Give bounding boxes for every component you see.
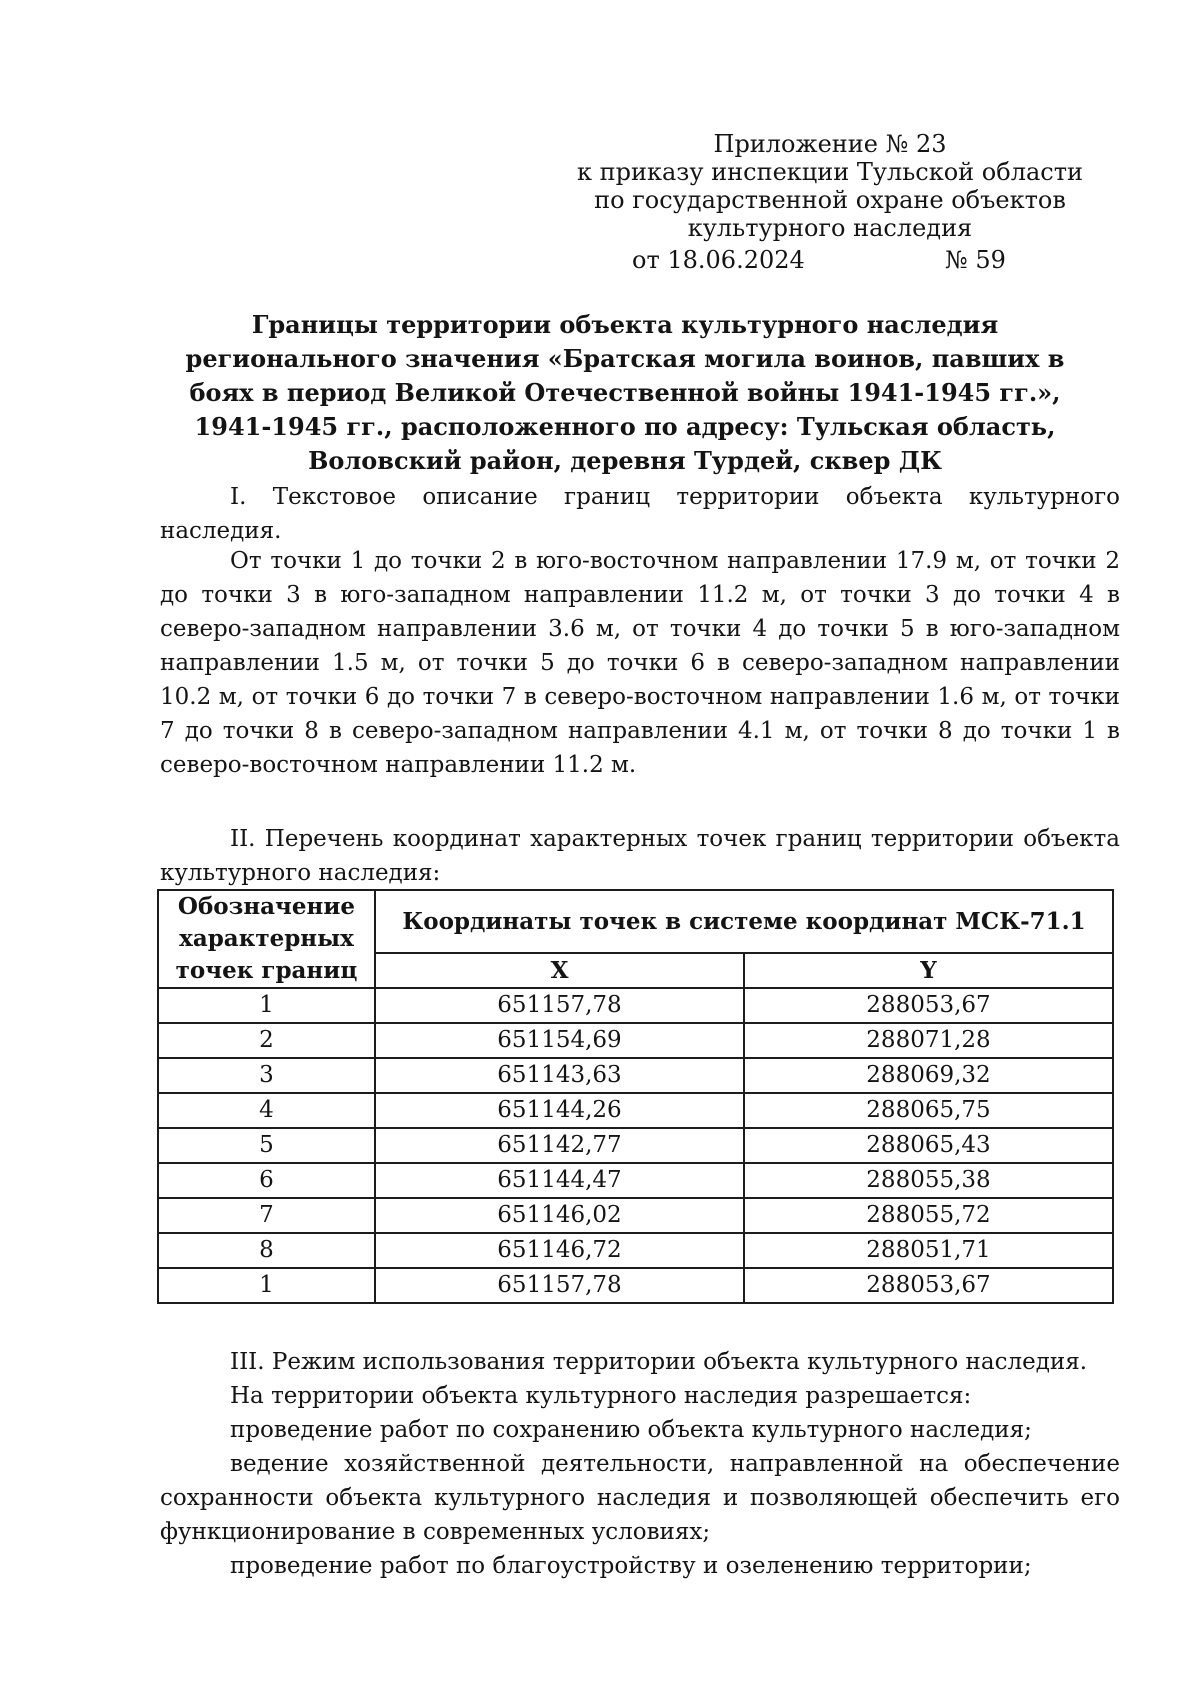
y-cell: 288055,38 <box>744 1163 1113 1198</box>
x-cell: 651143,63 <box>375 1058 744 1093</box>
coordinates-table <box>157 889 1114 1304</box>
appendix-line: культурного наследия <box>687 214 973 242</box>
appendix-line: по государственной охране объектов <box>594 186 1066 214</box>
table-row <box>158 1233 1113 1268</box>
point-cell: 1 <box>158 988 375 1023</box>
section-3-paragraph: ведение хозяйственной деятельности, направленной на обеспечение сохранности объекта культурного наследия и позволяющей обеспечить его функционирование в современных условиях; <box>160 1451 1120 1545</box>
y-cell: 288065,75 <box>744 1093 1113 1128</box>
point-cell: 6 <box>158 1163 375 1198</box>
y-cell: 288055,72 <box>744 1198 1113 1233</box>
x-cell: 651144,26 <box>375 1093 744 1128</box>
section-1-heading: I. Текстовое описание границ территории объекта культурного наследия. <box>160 484 1120 544</box>
table-row <box>158 1058 1113 1093</box>
table-row <box>158 988 1113 1023</box>
y-cell: 288053,67 <box>744 988 1113 1023</box>
appendix-line: к приказу инспекции Тульской области <box>577 158 1083 186</box>
point-cell: 3 <box>158 1058 375 1093</box>
table-row <box>158 1128 1113 1163</box>
point-cell: 8 <box>158 1233 375 1268</box>
x-cell: 651142,77 <box>375 1128 744 1163</box>
x-cell: 651157,78 <box>375 988 744 1023</box>
x-cell: 651146,72 <box>375 1233 744 1268</box>
document-title: Границы территории объекта культурного наследия регионального значения «Братская могила воинов, павших в боях в период Великой Отечественной войны 1941-1945 гг.», 1941-1945 гг., расположенного по адресу: Тульская область, Воловский район, деревня Турдей, сквер ДК <box>185 310 1065 475</box>
point-cell: 1 <box>158 1268 375 1303</box>
point-cell: 4 <box>158 1093 375 1128</box>
section-3-heading: III. Режим использования территории объекта культурного наследия. <box>230 1349 1088 1375</box>
y-cell: 288069,32 <box>744 1058 1113 1093</box>
boundary-description: От точки 1 до точки 2 в юго-восточном направлении 17.9 м, от точки 2 до точки 3 в юго-западном направлении 11.2 м, от точки 3 до точки 4 в северо-западном направлении 3.6 м, от точки 4 до точки 5 в юго-западном направлении 1.5 м, от точки 5 до точки 6 в северо-западном направлении 10.2 м, от точки 6 до точки 7 в северо-восточном направлении 1.6 м, от точки 7 до точки 8 в северо-западном направлении 4.1 м, от точки 8 до точки 1 в северо-восточном направлении 11.2 м. <box>160 548 1120 778</box>
order-number: № 59 <box>945 246 1006 274</box>
y-cell: 288065,43 <box>744 1128 1113 1163</box>
section-3-paragraph: На территории объекта культурного наследия разрешается: <box>230 1383 972 1409</box>
x-cell: 651144,47 <box>375 1163 744 1198</box>
y-column-header: Y <box>744 953 1113 988</box>
appendix-line: Приложение № 23 <box>713 130 947 158</box>
table-row <box>158 1163 1113 1198</box>
x-cell: 651154,69 <box>375 1023 744 1058</box>
order-date: от 18.06.2024 <box>632 246 805 274</box>
point-cell: 2 <box>158 1023 375 1058</box>
coords-system-header: Координаты точек в системе координат МСК-71.1 <box>375 890 1113 953</box>
x-column-header: X <box>375 953 744 988</box>
y-cell: 288051,71 <box>744 1233 1113 1268</box>
appendix-header <box>560 130 1100 242</box>
x-cell: 651157,78 <box>375 1268 744 1303</box>
section-3 <box>160 1345 1120 1583</box>
table-row <box>158 1268 1113 1303</box>
y-cell: 288071,28 <box>744 1023 1113 1058</box>
section-3-paragraph: проведение работ по сохранению объекта культурного наследия; <box>230 1417 1032 1443</box>
section-2-heading: II. Перечень координат характерных точек границ территории объекта культурного наследия: <box>160 826 1120 886</box>
section-3-paragraph: проведение работ по благоустройству и озеленению территории; <box>230 1553 1032 1579</box>
point-label-header: Обозначение характерных точек границ <box>158 890 375 988</box>
table-row <box>158 1198 1113 1233</box>
x-cell: 651146,02 <box>375 1198 744 1233</box>
table-row <box>158 1093 1113 1128</box>
point-cell: 7 <box>158 1198 375 1233</box>
coordinates-table-body <box>158 988 1113 1303</box>
table-row <box>158 1023 1113 1058</box>
y-cell: 288053,67 <box>744 1268 1113 1303</box>
point-cell: 5 <box>158 1128 375 1163</box>
